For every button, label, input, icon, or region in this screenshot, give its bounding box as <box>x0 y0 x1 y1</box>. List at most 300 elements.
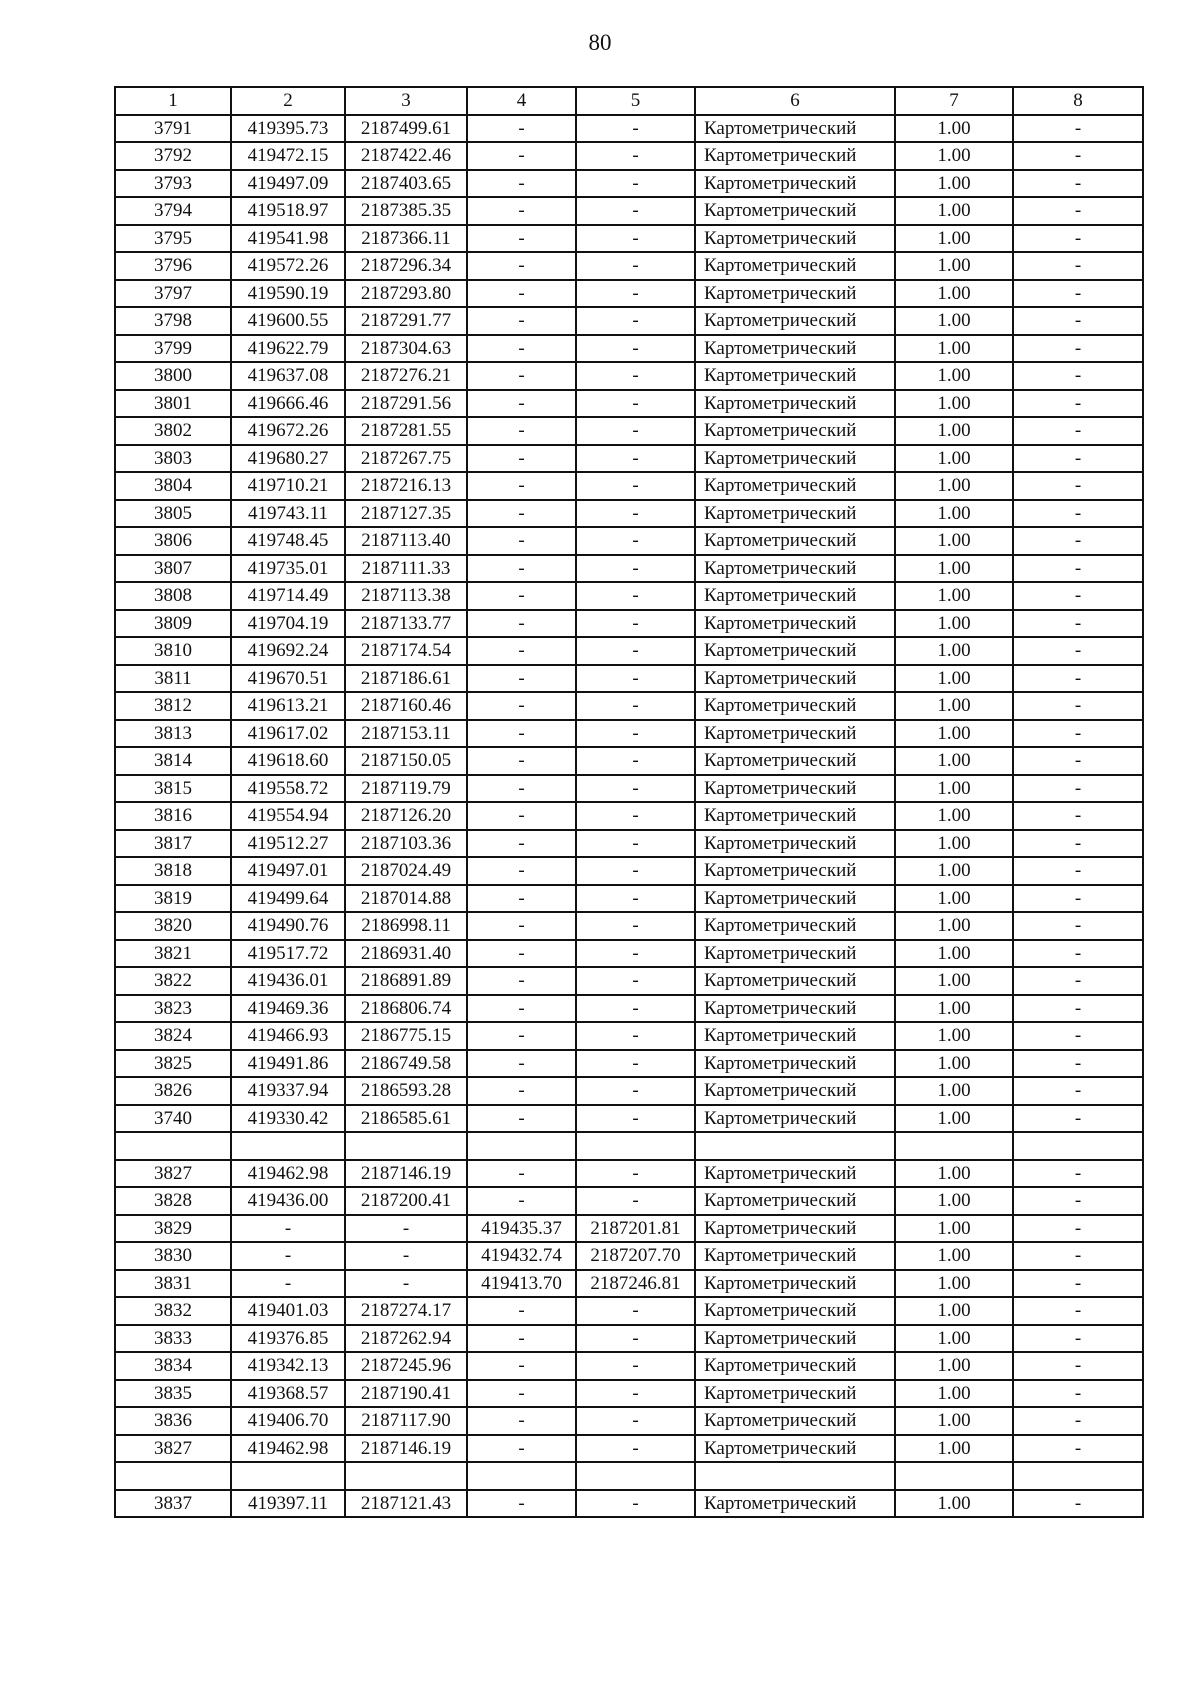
table-row <box>115 252 1143 280</box>
cell-method: Картометрический <box>695 830 895 858</box>
cell-y-coordinate-alt: - <box>576 197 695 225</box>
cell-x-coordinate-alt: - <box>467 1352 576 1380</box>
cell-method: Картометрический <box>695 1215 895 1243</box>
cell-note: - <box>1013 500 1143 528</box>
cell-x-coordinate: 419466.93 <box>231 1022 345 1050</box>
cell-y-coordinate-alt: 2187207.70 <box>576 1242 695 1270</box>
cell-method: Картометрический <box>695 665 895 693</box>
cell-y-coordinate: 2187190.41 <box>345 1380 467 1408</box>
cell-x-coordinate-alt: - <box>467 417 576 445</box>
cell-method: Картометрический <box>695 115 895 143</box>
cell-point-number: 3837 <box>115 1490 231 1518</box>
table-row <box>115 802 1143 830</box>
cell-point-number: 3809 <box>115 610 231 638</box>
cell-point-number: 3831 <box>115 1270 231 1298</box>
cell-x-coordinate-alt: - <box>467 527 576 555</box>
cell-method: Картометрический <box>695 472 895 500</box>
cell-y-coordinate: 2187113.40 <box>345 527 467 555</box>
cell-note: - <box>1013 1105 1143 1133</box>
cell-y-coordinate: 2187146.19 <box>345 1435 467 1463</box>
cell-x-coordinate-alt: - <box>467 995 576 1023</box>
cell-accuracy: 1.00 <box>895 1105 1013 1133</box>
cell-x-coordinate: 419497.09 <box>231 170 345 198</box>
cell-y-coordinate-alt: - <box>576 967 695 995</box>
cell-x-coordinate: 419401.03 <box>231 1297 345 1325</box>
cell-x-coordinate-alt: - <box>467 940 576 968</box>
cell-x-coordinate-alt <box>467 1132 576 1160</box>
cell-y-coordinate: 2187146.19 <box>345 1160 467 1188</box>
cell-method: Картометрический <box>695 1435 895 1463</box>
table-header-row <box>115 87 1143 115</box>
cell-x-coordinate-alt: - <box>467 252 576 280</box>
cell-x-coordinate: 419714.49 <box>231 582 345 610</box>
table-row <box>115 1352 1143 1380</box>
cell-y-coordinate-alt: - <box>576 1407 695 1435</box>
cell-accuracy: 1.00 <box>895 1435 1013 1463</box>
cell-y-coordinate-alt: - <box>576 417 695 445</box>
cell-x-coordinate-alt: - <box>467 857 576 885</box>
cell-y-coordinate-alt: - <box>576 225 695 253</box>
table-row <box>115 555 1143 583</box>
cell-method: Картометрический <box>695 1380 895 1408</box>
cell-method: Картометрический <box>695 1407 895 1435</box>
cell-accuracy: 1.00 <box>895 115 1013 143</box>
cell-point-number: 3793 <box>115 170 231 198</box>
cell-x-coordinate-alt: - <box>467 472 576 500</box>
cell-method: Картометрический <box>695 500 895 528</box>
cell-point-number: 3803 <box>115 445 231 473</box>
cell-y-coordinate-alt: - <box>576 885 695 913</box>
table-row <box>115 995 1143 1023</box>
cell-method: Картометрический <box>695 775 895 803</box>
cell-x-coordinate-alt: - <box>467 170 576 198</box>
cell-point-number: 3823 <box>115 995 231 1023</box>
cell-accuracy: 1.00 <box>895 142 1013 170</box>
table-row <box>115 775 1143 803</box>
cell-point-number: 3799 <box>115 335 231 363</box>
cell-accuracy: 1.00 <box>895 335 1013 363</box>
cell-x-coordinate: 419637.08 <box>231 362 345 390</box>
cell-x-coordinate-alt: - <box>467 555 576 583</box>
cell-accuracy: 1.00 <box>895 1352 1013 1380</box>
cell-x-coordinate-alt: - <box>467 637 576 665</box>
cell-y-coordinate: 2187014.88 <box>345 885 467 913</box>
cell-x-coordinate-alt: - <box>467 1050 576 1078</box>
cell-x-coordinate-alt: - <box>467 1187 576 1215</box>
table-row <box>115 225 1143 253</box>
table-row <box>115 1132 1143 1160</box>
cell-y-coordinate-alt: - <box>576 362 695 390</box>
table-row <box>115 1270 1143 1298</box>
cell-point-number: 3796 <box>115 252 231 280</box>
table-row <box>115 390 1143 418</box>
cell-y-coordinate-alt: - <box>576 720 695 748</box>
cell-x-coordinate-alt: - <box>467 747 576 775</box>
cell-note: - <box>1013 912 1143 940</box>
cell-note: - <box>1013 335 1143 363</box>
cell-x-coordinate-alt: - <box>467 1435 576 1463</box>
cell-x-coordinate-alt: - <box>467 390 576 418</box>
cell-y-coordinate: 2187281.55 <box>345 417 467 445</box>
cell-x-coordinate-alt: - <box>467 692 576 720</box>
cell-x-coordinate-alt: 419432.74 <box>467 1242 576 1270</box>
cell-y-coordinate: 2187121.43 <box>345 1490 467 1518</box>
cell-x-coordinate: 419622.79 <box>231 335 345 363</box>
cell-note: - <box>1013 1050 1143 1078</box>
cell-y-coordinate-alt: 2187246.81 <box>576 1270 695 1298</box>
cell-x-coordinate: 419613.21 <box>231 692 345 720</box>
cell-accuracy: 1.00 <box>895 1407 1013 1435</box>
table-row <box>115 417 1143 445</box>
cell-x-coordinate: 419517.72 <box>231 940 345 968</box>
cell-x-coordinate-alt: - <box>467 362 576 390</box>
cell-note: - <box>1013 170 1143 198</box>
table-row <box>115 1490 1143 1518</box>
cell-x-coordinate: 419554.94 <box>231 802 345 830</box>
cell-x-coordinate: 419342.13 <box>231 1352 345 1380</box>
cell-note: - <box>1013 940 1143 968</box>
cell-note: - <box>1013 967 1143 995</box>
cell-y-coordinate-alt: - <box>576 1435 695 1463</box>
cell-accuracy: 1.00 <box>895 1077 1013 1105</box>
cell-y-coordinate: 2187267.75 <box>345 445 467 473</box>
cell-y-coordinate: 2187304.63 <box>345 335 467 363</box>
cell-accuracy <box>895 1132 1013 1160</box>
cell-note: - <box>1013 1242 1143 1270</box>
cell-y-coordinate: 2187126.20 <box>345 802 467 830</box>
table-row <box>115 940 1143 968</box>
cell-x-coordinate-alt: - <box>467 500 576 528</box>
cell-method: Картометрический <box>695 445 895 473</box>
table-row <box>115 857 1143 885</box>
cell-note: - <box>1013 1380 1143 1408</box>
cell-method: Картометрический <box>695 1352 895 1380</box>
cell-x-coordinate: 419376.85 <box>231 1325 345 1353</box>
cell-x-coordinate-alt: - <box>467 885 576 913</box>
cell-note: - <box>1013 665 1143 693</box>
cell-method: Картометрический <box>695 1022 895 1050</box>
cell-method: Картометрический <box>695 720 895 748</box>
cell-note: - <box>1013 775 1143 803</box>
cell-accuracy: 1.00 <box>895 417 1013 445</box>
cell-y-coordinate-alt: - <box>576 1050 695 1078</box>
cell-y-coordinate-alt: - <box>576 692 695 720</box>
cell-accuracy: 1.00 <box>895 1215 1013 1243</box>
cell-y-coordinate: 2187111.33 <box>345 555 467 583</box>
cell-x-coordinate-alt: - <box>467 1022 576 1050</box>
cell-accuracy: 1.00 <box>895 995 1013 1023</box>
cell-y-coordinate-alt: - <box>576 665 695 693</box>
cell-accuracy: 1.00 <box>895 692 1013 720</box>
cell-note: - <box>1013 225 1143 253</box>
cell-point-number: 3802 <box>115 417 231 445</box>
cell-note: - <box>1013 885 1143 913</box>
cell-note: - <box>1013 390 1143 418</box>
cell-y-coordinate: 2187200.41 <box>345 1187 467 1215</box>
cell-x-coordinate-alt: - <box>467 1380 576 1408</box>
cell-x-coordinate: 419512.27 <box>231 830 345 858</box>
table-row <box>115 747 1143 775</box>
cell-point-number: 3820 <box>115 912 231 940</box>
cell-point-number: 3813 <box>115 720 231 748</box>
cell-x-coordinate: 419666.46 <box>231 390 345 418</box>
cell-point-number: 3824 <box>115 1022 231 1050</box>
cell-x-coordinate-alt: - <box>467 720 576 748</box>
table-row <box>115 1435 1143 1463</box>
cell-accuracy: 1.00 <box>895 830 1013 858</box>
cell-y-coordinate: 2186806.74 <box>345 995 467 1023</box>
table-row <box>115 912 1143 940</box>
cell-accuracy: 1.00 <box>895 747 1013 775</box>
cell-x-coordinate: 419518.97 <box>231 197 345 225</box>
cell-method: Картометрический <box>695 1325 895 1353</box>
cell-method: Картометрический <box>695 170 895 198</box>
column-header-8: 8 <box>1013 87 1143 115</box>
cell-y-coordinate-alt: - <box>576 280 695 308</box>
cell-accuracy: 1.00 <box>895 170 1013 198</box>
cell-point-number: 3821 <box>115 940 231 968</box>
cell-y-coordinate: - <box>345 1215 467 1243</box>
table-row <box>115 362 1143 390</box>
cell-y-coordinate-alt: - <box>576 307 695 335</box>
cell-x-coordinate: 419692.24 <box>231 637 345 665</box>
cell-y-coordinate-alt: - <box>576 1187 695 1215</box>
cell-y-coordinate-alt: - <box>576 1380 695 1408</box>
cell-y-coordinate: 2187216.13 <box>345 472 467 500</box>
cell-point-number: 3804 <box>115 472 231 500</box>
table-row <box>115 1105 1143 1133</box>
cell-note: - <box>1013 445 1143 473</box>
cell-y-coordinate <box>345 1132 467 1160</box>
cell-x-coordinate: 419743.11 <box>231 500 345 528</box>
cell-x-coordinate-alt: - <box>467 1325 576 1353</box>
cell-accuracy: 1.00 <box>895 527 1013 555</box>
cell-note: - <box>1013 747 1143 775</box>
cell-x-coordinate-alt <box>467 1462 576 1490</box>
cell-y-coordinate-alt: - <box>576 500 695 528</box>
cell-note: - <box>1013 857 1143 885</box>
cell-y-coordinate-alt: - <box>576 582 695 610</box>
cell-y-coordinate-alt: - <box>576 555 695 583</box>
table-row <box>115 1022 1143 1050</box>
cell-x-coordinate: 419572.26 <box>231 252 345 280</box>
cell-y-coordinate-alt: - <box>576 252 695 280</box>
cell-y-coordinate: 2187024.49 <box>345 857 467 885</box>
cell-x-coordinate-alt: - <box>467 610 576 638</box>
cell-method: Картометрический <box>695 610 895 638</box>
cell-y-coordinate: 2187150.05 <box>345 747 467 775</box>
cell-x-coordinate <box>231 1462 345 1490</box>
cell-accuracy: 1.00 <box>895 720 1013 748</box>
cell-method: Картометрический <box>695 692 895 720</box>
cell-y-coordinate-alt: - <box>576 830 695 858</box>
cell-y-coordinate: 2187174.54 <box>345 637 467 665</box>
cell-accuracy: 1.00 <box>895 445 1013 473</box>
cell-point-number: 3827 <box>115 1435 231 1463</box>
table-row <box>115 720 1143 748</box>
cell-x-coordinate: 419618.60 <box>231 747 345 775</box>
cell-accuracy: 1.00 <box>895 1325 1013 1353</box>
cell-point-number: 3807 <box>115 555 231 583</box>
table-row <box>115 967 1143 995</box>
cell-x-coordinate: 419472.15 <box>231 142 345 170</box>
cell-x-coordinate: 419397.11 <box>231 1490 345 1518</box>
table-row <box>115 170 1143 198</box>
cell-note: - <box>1013 1407 1143 1435</box>
cell-y-coordinate: 2187133.77 <box>345 610 467 638</box>
cell-point-number: 3812 <box>115 692 231 720</box>
cell-x-coordinate: 419704.19 <box>231 610 345 638</box>
column-header-7: 7 <box>895 87 1013 115</box>
cell-accuracy: 1.00 <box>895 1297 1013 1325</box>
cell-point-number: 3810 <box>115 637 231 665</box>
cell-x-coordinate-alt: - <box>467 912 576 940</box>
page-number: 80 <box>588 30 612 55</box>
cell-accuracy: 1.00 <box>895 1022 1013 1050</box>
cell-x-coordinate-alt: - <box>467 582 576 610</box>
cell-x-coordinate-alt: - <box>467 1407 576 1435</box>
cell-note: - <box>1013 527 1143 555</box>
cell-accuracy: 1.00 <box>895 912 1013 940</box>
cell-accuracy: 1.00 <box>895 1160 1013 1188</box>
cell-y-coordinate: 2186749.58 <box>345 1050 467 1078</box>
cell-y-coordinate: 2187113.38 <box>345 582 467 610</box>
table-row <box>115 445 1143 473</box>
cell-point-number: 3805 <box>115 500 231 528</box>
cell-method: Картометрический <box>695 225 895 253</box>
cell-method: Картометрический <box>695 527 895 555</box>
cell-x-coordinate: 419590.19 <box>231 280 345 308</box>
column-header-2: 2 <box>231 87 345 115</box>
cell-y-coordinate-alt: - <box>576 170 695 198</box>
cell-method: Картометрический <box>695 197 895 225</box>
table-row <box>115 472 1143 500</box>
cell-method <box>695 1462 895 1490</box>
cell-y-coordinate: 2187117.90 <box>345 1407 467 1435</box>
cell-y-coordinate-alt: - <box>576 115 695 143</box>
cell-point-number: 3828 <box>115 1187 231 1215</box>
cell-note: - <box>1013 280 1143 308</box>
cell-accuracy: 1.00 <box>895 857 1013 885</box>
cell-y-coordinate: 2187403.65 <box>345 170 467 198</box>
cell-x-coordinate: 419337.94 <box>231 1077 345 1105</box>
cell-method: Картометрический <box>695 280 895 308</box>
table-row <box>115 527 1143 555</box>
table-row <box>115 830 1143 858</box>
cell-y-coordinate-alt: - <box>576 1160 695 1188</box>
table-row <box>115 637 1143 665</box>
cell-x-coordinate-alt: - <box>467 335 576 363</box>
cell-method: Картометрический <box>695 582 895 610</box>
cell-y-coordinate-alt: - <box>576 445 695 473</box>
cell-x-coordinate: 419368.57 <box>231 1380 345 1408</box>
coordinates-table <box>114 86 1144 1518</box>
cell-note: - <box>1013 637 1143 665</box>
cell-accuracy: 1.00 <box>895 1270 1013 1298</box>
cell-method: Картометрический <box>695 1242 895 1270</box>
cell-x-coordinate: 419558.72 <box>231 775 345 803</box>
table-row <box>115 1187 1143 1215</box>
cell-method: Картометрический <box>695 1050 895 1078</box>
cell-y-coordinate: 2186585.61 <box>345 1105 467 1133</box>
cell-x-coordinate: 419541.98 <box>231 225 345 253</box>
column-header-5: 5 <box>576 87 695 115</box>
cell-method: Картометрический <box>695 1270 895 1298</box>
cell-point-number <box>115 1462 231 1490</box>
cell-y-coordinate-alt: - <box>576 1105 695 1133</box>
column-header-3: 3 <box>345 87 467 115</box>
cell-method: Картометрический <box>695 940 895 968</box>
cell-y-coordinate: 2186593.28 <box>345 1077 467 1105</box>
cell-y-coordinate: 2187103.36 <box>345 830 467 858</box>
cell-x-coordinate-alt: - <box>467 1490 576 1518</box>
cell-accuracy: 1.00 <box>895 362 1013 390</box>
cell-x-coordinate-alt: - <box>467 665 576 693</box>
cell-y-coordinate-alt: - <box>576 775 695 803</box>
cell-y-coordinate: 2187291.56 <box>345 390 467 418</box>
cell-x-coordinate-alt: - <box>467 830 576 858</box>
cell-y-coordinate: 2186891.89 <box>345 967 467 995</box>
cell-note: - <box>1013 692 1143 720</box>
cell-method: Картометрический <box>695 912 895 940</box>
cell-point-number <box>115 1132 231 1160</box>
cell-method: Картометрический <box>695 995 895 1023</box>
cell-accuracy <box>895 1462 1013 1490</box>
cell-y-coordinate-alt: - <box>576 1490 695 1518</box>
cell-y-coordinate-alt: - <box>576 802 695 830</box>
cell-note: - <box>1013 252 1143 280</box>
cell-y-coordinate: 2187276.21 <box>345 362 467 390</box>
cell-y-coordinate <box>345 1462 467 1490</box>
cell-method <box>695 1132 895 1160</box>
cell-point-number: 3818 <box>115 857 231 885</box>
cell-x-coordinate: - <box>231 1215 345 1243</box>
cell-note: - <box>1013 1077 1143 1105</box>
cell-x-coordinate-alt: - <box>467 1105 576 1133</box>
cell-note: - <box>1013 417 1143 445</box>
cell-x-coordinate: 419436.00 <box>231 1187 345 1215</box>
cell-note: - <box>1013 1297 1143 1325</box>
cell-method: Картометрический <box>695 1077 895 1105</box>
cell-point-number: 3835 <box>115 1380 231 1408</box>
cell-y-coordinate: 2187385.35 <box>345 197 467 225</box>
cell-y-coordinate-alt: - <box>576 857 695 885</box>
cell-method: Картометрический <box>695 857 895 885</box>
cell-point-number: 3792 <box>115 142 231 170</box>
cell-x-coordinate: 419499.64 <box>231 885 345 913</box>
cell-y-coordinate-alt: - <box>576 912 695 940</box>
cell-note: - <box>1013 830 1143 858</box>
cell-y-coordinate-alt: - <box>576 1352 695 1380</box>
cell-point-number: 3822 <box>115 967 231 995</box>
cell-point-number: 3830 <box>115 1242 231 1270</box>
cell-point-number: 3834 <box>115 1352 231 1380</box>
table-row <box>115 582 1143 610</box>
cell-x-coordinate-alt: - <box>467 1077 576 1105</box>
cell-y-coordinate-alt: - <box>576 995 695 1023</box>
table-body <box>115 115 1143 1518</box>
cell-point-number: 3832 <box>115 1297 231 1325</box>
cell-note: - <box>1013 1352 1143 1380</box>
cell-accuracy: 1.00 <box>895 967 1013 995</box>
cell-point-number: 3808 <box>115 582 231 610</box>
cell-accuracy: 1.00 <box>895 582 1013 610</box>
cell-y-coordinate-alt: - <box>576 637 695 665</box>
cell-accuracy: 1.00 <box>895 555 1013 583</box>
cell-point-number: 3801 <box>115 390 231 418</box>
cell-y-coordinate-alt: - <box>576 940 695 968</box>
column-header-1: 1 <box>115 87 231 115</box>
